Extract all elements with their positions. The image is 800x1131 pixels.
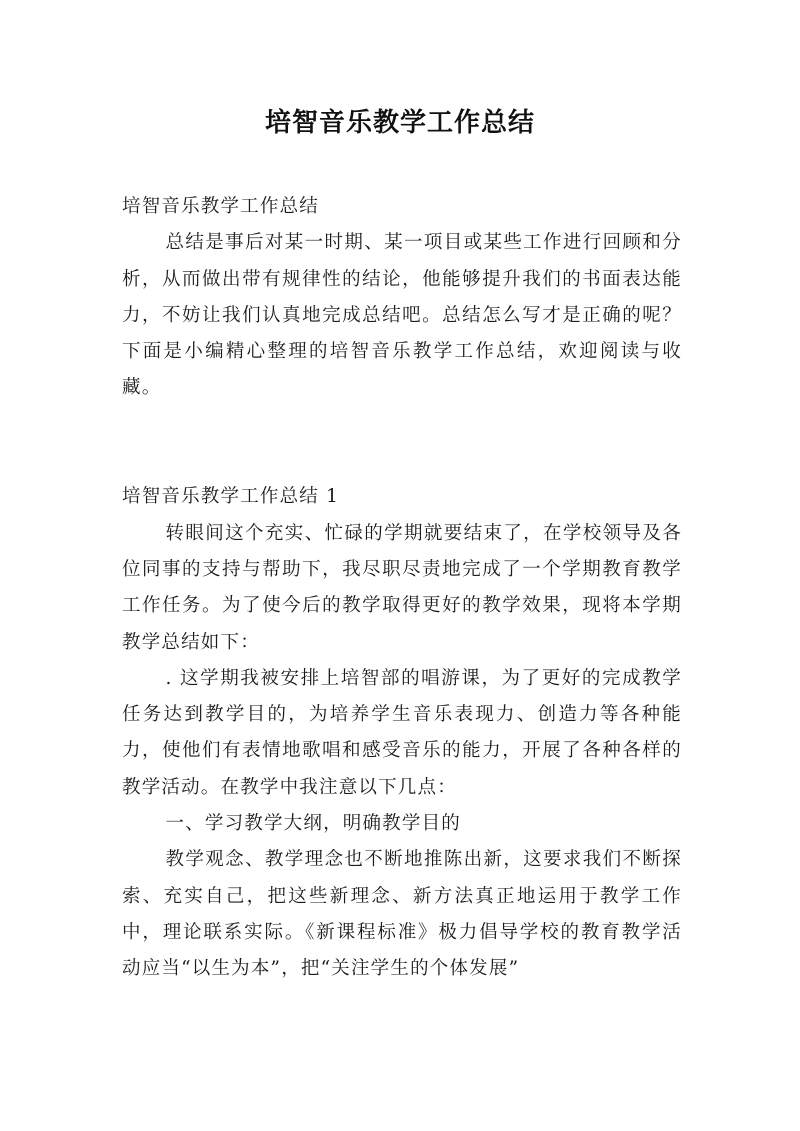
body-paragraph: 转眼间这个充实、忙碌的学期就要结束了，在学校领导及各位同事的支持与帮助下，我尽职尽责地完成了一个学期教育教学工作任务。为了使今后的教学取得更好的教学效果，现将本学期教学总结如下： [122,522,682,653]
intro-paragraph: 总结是事后对某一时期、某一项目或某些工作进行回顾和分析，从而做出带有规律性的结论，他能够提升我们的书面表达能力，不妨让我们认真地完成总结吧。总结怎么写才是正确的呢？下面是小编精心整理的培智音乐教学工作总结，欢迎阅读与收藏。 [122,232,682,399]
body-paragraph: . 这学期我被安排上培智部的唱游课，为了更好的完成教学任务达到教学目的，为培养学生音乐表现力、创造力等各种能力，使他们有表情地歌唱和感受音乐的能力，开展了各种各样的教学活动。在教学中我注意以下几点： [122,667,682,798]
document-title: 培智音乐教学工作总结 [264,108,535,138]
section-subheading: 一、学习教学大纲，明确教学目的 [165,813,461,835]
document-body [122,189,682,988]
section-heading: 培智音乐教学工作总结 1 [122,486,340,508]
section-spacer [122,407,682,480]
subtitle: 培智音乐教学工作总结 [122,196,320,217]
body-paragraph: 教学观念、教学理念也不断地推陈出新，这要求我们不断探索、充实自己，把这些新理念、新方法真正地运用于教学工作中，理论联系实际。《新课程标准》极力倡导学校的教育教学活动应当“以生为本”，把“关注学生的个体发展” [122,849,682,980]
